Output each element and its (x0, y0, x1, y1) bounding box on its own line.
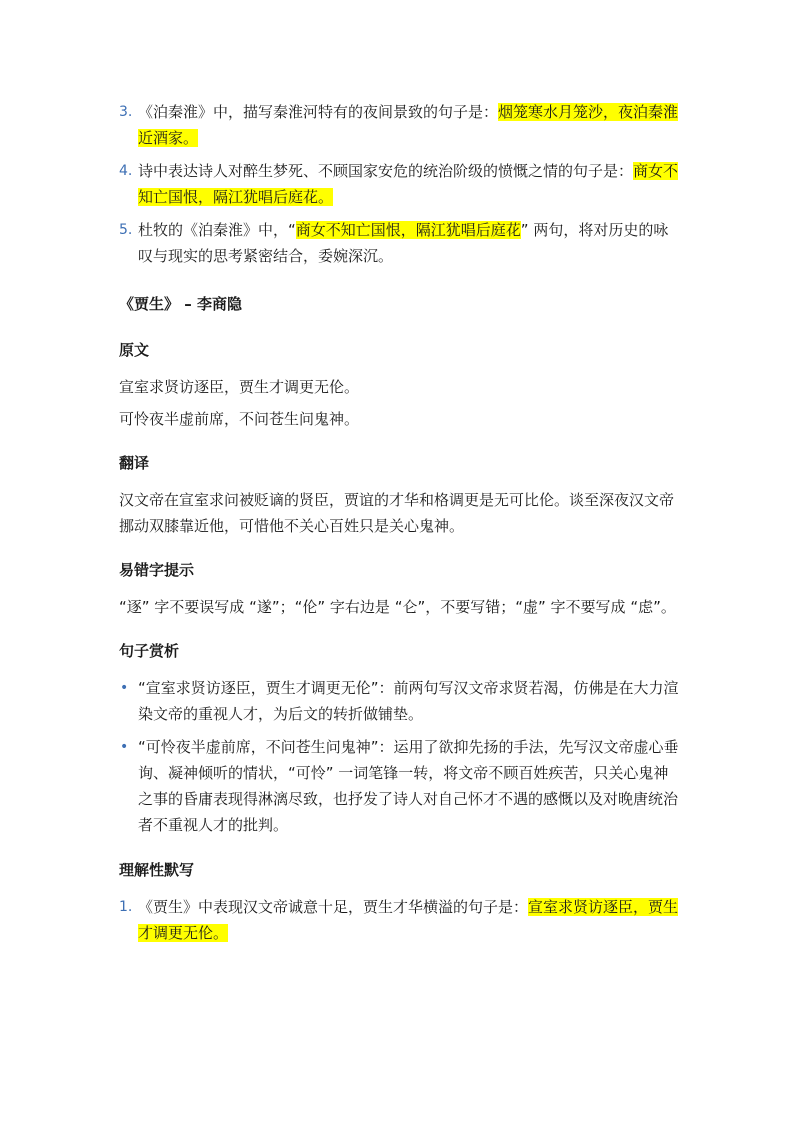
translation-text: 汉文帝在宣室求问被贬谪的贤臣，贾谊的才华和格调更是无可比伦。谈至深夜汉文帝挪动双膝靠近他，可惜他不关心百姓只是关心鬼神。 (119, 491, 675, 535)
page-content (119, 99, 679, 953)
list-item (119, 675, 679, 727)
poem-line: 宣室求贤访逐臣，贾生才调更无伦。 (119, 378, 360, 396)
question-text: 《泊秦淮》中，描写秦淮河特有的夜间景致的句子是： (138, 103, 499, 121)
question-text: 诗中表达诗人对醉生梦死、不顾国家安危的统治阶级的愤慨之情的句子是： (138, 162, 634, 180)
poem-line: 可怜夜半虚前席，不问苍生问鬼神。 (119, 410, 360, 428)
translation-heading: 翻译 (119, 454, 150, 472)
poem-title: 《贾生》 – 李商隐 (119, 295, 242, 313)
list-number: 4. (119, 163, 133, 179)
question-text: 《贾生》中表现汉文帝诚意十足，贾生才华横溢的句子是： (138, 898, 529, 916)
bullet-icon: • (120, 680, 129, 696)
list-item (119, 894, 679, 946)
appreciation-text: “可怜夜半虚前席，不问苍生问鬼神”：运用了欲抑先扬的手法，先写汉文帝虚心垂询、凝神倾听的情状，“可怜” 一词笔锋一转，将文帝不顾百姓疾苦，只关心鬼神之事的昏庸表现得淋漓尽致，也抒发了诗人对自己怀才不遇的感慨以及对晚唐统治者不重视人才的批判。 (138, 738, 679, 834)
highlighted-answer: 烟笼寒水月笼沙，夜泊秦淮近酒家。 (138, 103, 679, 147)
bullet-icon: • (120, 739, 129, 755)
appreciation-heading: 句子赏析 (119, 642, 180, 660)
highlighted-answer: 商女不知亡国恨，隔江犹唱后庭花 (295, 221, 521, 239)
typo-text: “逐” 字不要误写成 “遂”；“伦” 字右边是 “仑”，不要写错；“虚” 字不要写成 “虑”。 (119, 598, 676, 616)
highlighted-answer: 商女不知亡国恨，隔江犹唱后庭花。 (138, 162, 679, 206)
list-number: 3. (119, 104, 133, 120)
question-text: 杜牧的《泊秦淮》中，“ (138, 221, 296, 239)
list-number: 1. (119, 899, 133, 915)
list-item (119, 734, 679, 838)
appreciation-text: “宣室求贤访逐臣，贾生才调更无伦”：前两句写汉文帝求贤若渴，仿佛是在大力渲染文帝的重视人才，为后文的转折做铺垫。 (138, 679, 679, 723)
dictation-heading: 理解性默写 (119, 861, 195, 879)
list-item (119, 217, 679, 269)
question-tail: ” 两句，将对历史的咏叹与现实的思考紧密结合，委婉深沉。 (138, 221, 669, 265)
list-item (119, 99, 679, 151)
list-item (119, 158, 679, 210)
highlighted-answer: 宣室求贤访逐臣，贾生才调更无伦。 (138, 898, 679, 942)
list-number: 5. (119, 222, 133, 238)
typo-heading: 易错字提示 (119, 561, 195, 579)
original-heading: 原文 (119, 341, 150, 359)
